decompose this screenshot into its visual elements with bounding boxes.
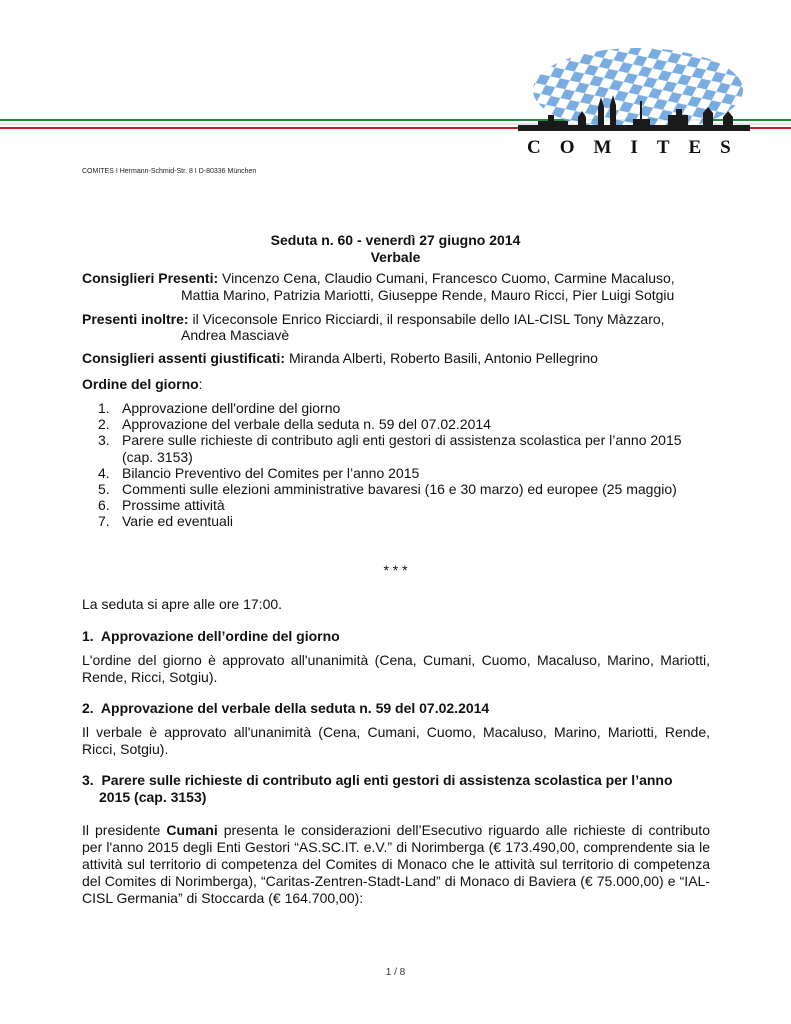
list-item-text: Bilancio Preventivo del Comites per l’anno 2015 [122,464,420,481]
document-title: Seduta n. 60 - venerdì 27 giugno 2014 [270,232,521,248]
list-item-number: 4. [98,464,110,481]
list-item-number: 1. [98,400,110,416]
list-item-number: 6. [98,497,110,514]
logo-text: COMITES [527,137,750,158]
section-3-body-name: Cumani [166,822,218,838]
section-2-heading: 2. Approvazione del verbale della seduta n. 59 del 07.02.2014 [82,700,490,716]
present-line [82,270,675,287]
list-item [98,432,732,448]
also-present-line [82,311,665,328]
also-present-names-1: il Viceconsole Enrico Ricciardi, il responsabile dello IAL-CISL Tony Màzzaro, [192,311,665,327]
list-item [98,465,732,481]
list-item [98,497,732,513]
list-item [98,513,732,529]
list-item [98,481,732,497]
present-names-2: Mattia Marino, Patrizia Mariotti, Giuseppe Rende, Mauro Ricci, Pier Luigi Sotgiu [181,287,675,303]
agenda-label: Ordine del giorno [82,376,199,392]
section-3-body [82,822,710,907]
page-number: 1 / 8 [385,967,406,978]
list-item-text: (cap. 3153) [122,448,193,465]
agenda-colon: : [198,376,203,392]
present-names-1: Vincenzo Cena, Claudio Cumani, Francesco Cuomo, Carmine Macaluso, [222,270,675,286]
list-item-number: 7. [98,513,110,530]
list-item-number: 2. [98,416,110,433]
section-3-heading-2: 2015 (cap. 3153) [99,789,207,805]
list-item-text: Prossime attività [122,497,225,514]
document-subtitle: Verbale [370,249,421,265]
list-item [98,400,732,416]
section-3-body-prefix: Il presidente [82,822,167,838]
absent-names: Miranda Alberti, Roberto Basili, Antonio Pellegrino [288,350,598,366]
present-label: Consiglieri Presenti: [82,270,219,286]
section-2-body: Il verbale è approvato all'unanimità (Cena, Cumani, Cuomo, Macaluso, Marino, Mariotti, Rende, Ricci, Sotgiu). [82,724,710,757]
absent-line [82,350,598,367]
list-item-text: Approvazione del verbale della seduta n. 59 del 07.02.2014 [122,416,491,433]
comites-logo [518,45,750,185]
agenda-list [98,400,732,530]
list-item-text: Parere sulle richieste di contributo agli enti gestori di assistenza scolastica per l’anno 2015 [122,432,682,449]
also-present-label: Presenti inoltre: [82,311,189,327]
list-item-text: Approvazione dell'ordine del giorno [122,400,341,416]
list-item-number: 3. [98,432,110,449]
section-3-body-rest: presenta le considerazioni dell’Esecutivo riguardo alle richieste di contributo per l'anno 2015 degli Enti Gestori “AS.SC.IT. e.V.” di Norimberga (€ 173.490,00, comprendente sia le attività sul territorio di competenza del Comites di Monaco che le attività sul territorio di competenza del Comites di Norimberga), “Caritas-Zentren-Stadt-Land” di Monaco di Baviera (€ 75.000,00) e “IAL-CISL Germania” di Stoccarda (€ 164.700,00): [82,822,710,906]
also-present-names-2: Andrea Masciavè [181,327,290,343]
absent-label: Consiglieri assenti giustificati: [82,350,286,366]
agenda-heading [82,376,203,393]
sender-address: COMITES I Hermann-Schmid-Str. 8 I D-80336 München [82,168,257,175]
section-1-heading: 1. Approvazione dell’ordine del giorno [82,628,340,644]
list-item-text: Commenti sulle elezioni amministrative bavaresi (16 e 30 marzo) ed europee (25 maggio) [122,481,677,498]
list-item [98,449,732,465]
opening-text: La seduta si apre alle ore 17:00. [82,596,283,612]
list-item-text: Varie ed eventuali [122,513,234,530]
section-1-body: L'ordine del giorno è approvato all'unanimità (Cena, Cumani, Cuomo, Macaluso, Marino, Mariotti, Rende, Ricci, Sotgiu). [82,652,710,685]
list-item [98,416,732,432]
section-3-heading-1: 3. Parere sulle richieste di contributo agli enti gestori di assistenza scolastica per l’anno [82,772,673,788]
list-item-number: 5. [98,481,110,498]
list-item-number [98,449,122,465]
section-separator: * * * [383,562,408,578]
